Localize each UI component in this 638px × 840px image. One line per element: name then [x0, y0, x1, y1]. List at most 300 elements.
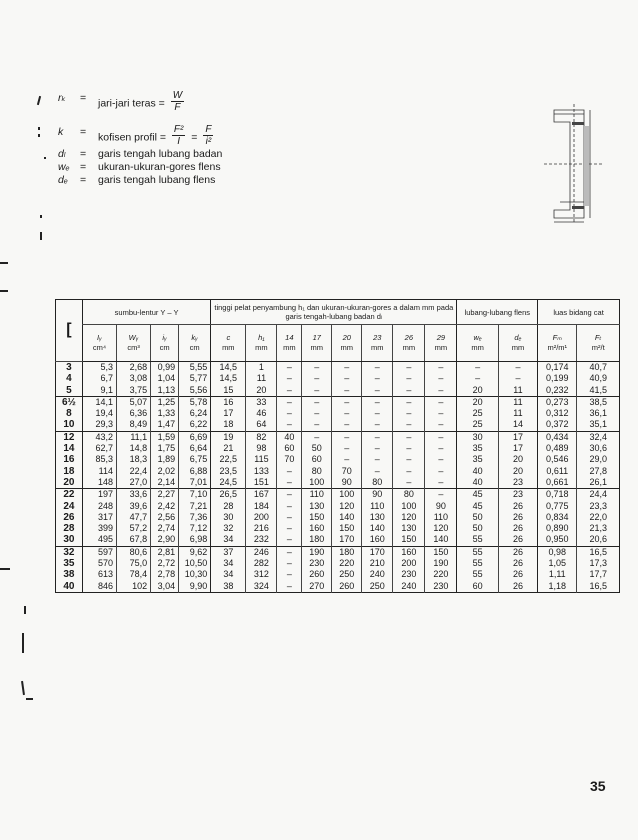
table-cell: – [302, 385, 332, 397]
table-cell: – [332, 419, 362, 431]
table-cell: – [277, 373, 302, 384]
bracket-symbol [56, 300, 83, 362]
table-cell: 114 [82, 466, 116, 477]
definition-equals: = [80, 148, 87, 160]
table-cell: 26 [498, 546, 537, 558]
column-unit: cm³ [127, 343, 140, 352]
table-cell: 140 [332, 512, 362, 523]
table-cell: – [277, 466, 302, 477]
table-cell: 150 [302, 512, 332, 523]
column-unit: mm [402, 343, 416, 352]
table-cell: – [425, 362, 457, 374]
table-cell: 167 [246, 489, 277, 501]
table-row [56, 558, 620, 569]
table-cell: 50 [457, 523, 498, 534]
table-cell: 50 [302, 443, 332, 454]
table-cell: 60 [457, 581, 498, 593]
table-cell: 62,7 [82, 443, 116, 454]
table-body [56, 362, 620, 593]
table-cell: 75,0 [117, 558, 151, 569]
table-cell: 16,5 [577, 546, 620, 558]
table-cell: – [425, 373, 457, 384]
table-cell: 250 [362, 581, 393, 593]
table-cell: 80 [302, 466, 332, 477]
table-cell: 21,3 [577, 523, 620, 534]
table-cell: 46 [246, 408, 277, 419]
table-cell: – [332, 396, 362, 408]
table-cell: 5,78 [179, 396, 211, 408]
table-cell: 7,10 [179, 489, 211, 501]
table-cell: 230 [425, 581, 457, 593]
group-header-plate: tinggi pelat penyambung h₁ dan ukuran-ukuran-gores a dalam mm pada garis tengah-lubang badan dₗ [211, 300, 457, 325]
table-cell: – [393, 431, 425, 443]
column-header [211, 325, 246, 362]
group-header-area: luas bidang cat [538, 300, 620, 325]
table-cell: – [362, 466, 393, 477]
column-unit: mm [310, 343, 324, 352]
column-header [179, 325, 211, 362]
profile-size: 30 [63, 534, 75, 546]
table-cell: 26 [498, 581, 537, 593]
column-header [82, 325, 116, 362]
profile-size: 16 [63, 454, 75, 466]
profile-size: 22 [56, 489, 83, 501]
table-cell: 57,2 [117, 523, 151, 534]
table-cell: 17 [498, 443, 537, 454]
profile-size: 5 [66, 384, 72, 396]
table-cell: 20 [498, 466, 537, 477]
table-cell: 26 [498, 523, 537, 534]
table-cell: 11 [498, 385, 537, 397]
table-cell: 2,68 [117, 362, 151, 374]
table-cell: 2,74 [151, 523, 179, 534]
table-cell: 232 [246, 534, 277, 546]
table-cell: 495 [82, 534, 116, 546]
table-cell: 80 [362, 477, 393, 489]
table-cell: 197 [82, 489, 116, 501]
table-cell: – [302, 396, 332, 408]
page-number: 35 [590, 778, 606, 794]
table-cell: 240 [393, 581, 425, 593]
table-cell: 6,69 [179, 431, 211, 443]
table-cell: – [457, 373, 498, 384]
profile-size: 38 [63, 569, 75, 581]
table-cell: 184 [246, 501, 277, 512]
table-cell: 5,3 [82, 362, 116, 374]
table-cell: – [457, 362, 498, 374]
table-cell: 18 [211, 419, 246, 431]
table-cell: 216 [246, 523, 277, 534]
table-cell: 6,98 [179, 534, 211, 546]
profile-table [55, 299, 620, 593]
profile-size: 28 [63, 523, 75, 535]
definition-equals: = [80, 174, 87, 186]
table-cell: 10,50 [179, 558, 211, 569]
table-cell: – [302, 419, 332, 431]
table-cell: 6,22 [179, 419, 211, 431]
table-cell: 100 [302, 477, 332, 489]
table-cell: 10,30 [179, 569, 211, 580]
table-cell: 26 [498, 558, 537, 569]
table-cell: 0,98 [538, 546, 577, 558]
table-cell: – [277, 489, 302, 501]
table-cell: 80 [393, 489, 425, 501]
table-cell: 240 [362, 569, 393, 580]
definition-symbol: dₗ [58, 148, 66, 160]
table-cell: 846 [82, 581, 116, 593]
table-cell: 250 [332, 569, 362, 580]
table-cell: – [425, 443, 457, 454]
table-cell: 1,89 [151, 454, 179, 465]
table-cell: 64 [246, 419, 277, 431]
table-cell: 55 [457, 534, 498, 546]
table-row [56, 396, 620, 408]
profile-size: 40 [63, 580, 75, 592]
table-cell: 7,12 [179, 523, 211, 534]
column-symbol: kᵧ [191, 333, 198, 342]
table-cell: 0,546 [538, 454, 577, 465]
table-cell: 2,56 [151, 512, 179, 523]
table-cell: 29,0 [577, 454, 620, 465]
column-symbol: dₑ [514, 333, 522, 342]
column-symbol: 17 [312, 333, 321, 342]
table-cell: – [362, 362, 393, 374]
fraction-denominator: i² [205, 136, 212, 147]
table-cell: 90 [362, 489, 393, 501]
profile-size: 6½ [56, 396, 83, 408]
column-header [117, 325, 151, 362]
table-cell: 29,3 [82, 419, 116, 431]
profile-size: 3 [66, 362, 72, 373]
table-cell: 3,75 [117, 385, 151, 397]
table-cell: 17 [211, 408, 246, 419]
table-cell: 45 [457, 501, 498, 512]
table-cell: 324 [246, 581, 277, 593]
table-cell: 570 [82, 558, 116, 569]
table-cell: – [277, 408, 302, 419]
table-cell: 90 [332, 477, 362, 489]
table-cell: 22,0 [577, 512, 620, 523]
table-cell: 18,3 [117, 454, 151, 465]
table-cell: 2,42 [151, 501, 179, 512]
table-cell: 34 [211, 558, 246, 569]
table-cell: 0,718 [538, 489, 577, 501]
table-cell: 16,5 [577, 581, 620, 593]
fraction-numerator: F [205, 124, 212, 135]
table-cell: 20 [457, 396, 498, 408]
table-cell: 41,5 [577, 385, 620, 397]
table-cell: 7,01 [179, 477, 211, 489]
table-cell: – [277, 534, 302, 546]
table-cell: 115 [246, 454, 277, 465]
column-unit: cm [159, 343, 170, 352]
table-cell: 200 [246, 512, 277, 523]
table-cell: – [393, 419, 425, 431]
table-cell: 50 [457, 512, 498, 523]
table-cell: 23,3 [577, 501, 620, 512]
table-cell: 100 [393, 501, 425, 512]
margin-mark [37, 96, 41, 105]
table-cell: 27,8 [577, 466, 620, 477]
table-cell: 15 [211, 385, 246, 397]
table-cell: – [277, 569, 302, 580]
table-cell: 70 [277, 454, 302, 465]
formula-equals: = [191, 131, 198, 144]
table-cell: – [302, 373, 332, 384]
table-cell: 20,6 [577, 534, 620, 546]
column-header [393, 325, 425, 362]
table-cell: 0,99 [151, 362, 179, 374]
table-cell: 317 [82, 512, 116, 523]
table-cell: 2,90 [151, 534, 179, 546]
margin-mark [40, 215, 42, 218]
table-cell: 0,834 [538, 512, 577, 523]
column-symbol: 20 [342, 333, 351, 342]
table-cell: 3,04 [151, 581, 179, 593]
table-cell: – [277, 558, 302, 569]
profile-size: 14 [63, 443, 75, 455]
column-symbol: Iᵧ [97, 333, 102, 342]
table-cell: – [362, 431, 393, 443]
table-cell: 399 [82, 523, 116, 534]
table-cell: 0,661 [538, 477, 577, 489]
formula-fraction [171, 90, 184, 113]
table-row [56, 581, 620, 593]
table-cell: 7,21 [179, 501, 211, 512]
table-cell: – [277, 581, 302, 593]
column-unit: mm [340, 343, 354, 352]
table-cell: 2,14 [151, 477, 179, 489]
table-cell: 11 [246, 373, 277, 384]
table-cell: 20 [498, 454, 537, 465]
margin-mark [21, 681, 25, 695]
definition-symbol: wₑ [58, 161, 70, 173]
margin-mark [26, 698, 33, 700]
table-cell: 312 [246, 569, 277, 580]
table-cell: 120 [393, 512, 425, 523]
table-cell: 8,49 [117, 419, 151, 431]
table-cell: 130 [393, 523, 425, 534]
table-cell: 100 [332, 489, 362, 501]
margin-mark [38, 134, 40, 137]
table-cell: 30,6 [577, 443, 620, 454]
column-symbol: 14 [285, 333, 294, 342]
table-cell: 22,5 [211, 454, 246, 465]
table-cell: 22,4 [117, 466, 151, 477]
table-cell: – [277, 512, 302, 523]
table-cell: 190 [302, 546, 332, 558]
profile-size: 10 [63, 419, 75, 431]
group-header-axis: sumbu-lentur Y – Y [82, 300, 210, 325]
table-cell: 2,27 [151, 489, 179, 501]
table-cell: – [393, 373, 425, 384]
table-cell: – [332, 362, 362, 374]
table-cell: 2,02 [151, 466, 179, 477]
table-cell: 23 [498, 477, 537, 489]
fraction-numerator: W [172, 90, 183, 101]
table-cell: 26 [498, 569, 537, 580]
formula-fraction [203, 124, 213, 147]
table-cell: 82 [246, 431, 277, 443]
profile-data-table [55, 299, 620, 593]
table-cell: 40 [457, 477, 498, 489]
definition-equals: = [80, 126, 87, 138]
table-cell: – [332, 385, 362, 397]
margin-mark [0, 262, 8, 264]
table-cell: 27,0 [117, 477, 151, 489]
table-cell: – [425, 396, 457, 408]
profile-size: 35 [63, 558, 75, 570]
table-cell: 38,5 [577, 396, 620, 408]
table-cell: 28 [211, 501, 246, 512]
table-cell: – [425, 477, 457, 489]
table-cell: 220 [425, 569, 457, 580]
table-cell: 0,372 [538, 419, 577, 431]
table-cell: – [302, 408, 332, 419]
channel-profile-figure [540, 100, 608, 225]
table-cell: 260 [332, 581, 362, 593]
table-cell: 14,5 [211, 362, 246, 374]
table-cell: 37 [211, 546, 246, 558]
table-cell: 26 [498, 501, 537, 512]
table-row [56, 454, 620, 465]
table-cell: 40,9 [577, 373, 620, 384]
column-unit: mm [511, 343, 525, 352]
table-cell: – [425, 466, 457, 477]
bracket-glyph: [ [66, 321, 72, 338]
table-row [56, 546, 620, 558]
definition-text: garis tengah lubang badan [98, 148, 223, 160]
table-cell: 120 [332, 501, 362, 512]
table-cell: 613 [82, 569, 116, 580]
table-cell: 55 [457, 558, 498, 569]
column-header [277, 325, 302, 362]
table-cell: – [393, 443, 425, 454]
table-cell: – [425, 419, 457, 431]
table-cell: 282 [246, 558, 277, 569]
table-cell: 270 [302, 581, 332, 593]
table-cell: – [277, 419, 302, 431]
table-cell: – [277, 546, 302, 558]
column-symbol: c [226, 333, 231, 342]
table-cell: 110 [302, 489, 332, 501]
table-cell: 190 [425, 558, 457, 569]
table-cell: 38 [211, 581, 246, 593]
definition-label: kofisen profil = [98, 131, 166, 144]
definition-text [98, 92, 187, 115]
table-cell: 230 [302, 558, 332, 569]
column-header [498, 325, 537, 362]
table-cell: 78,4 [117, 569, 151, 580]
table-cell: 16 [211, 396, 246, 408]
table-cell: 3,08 [117, 373, 151, 384]
column-symbol: h₁ [258, 333, 265, 342]
table-cell: 150 [425, 546, 457, 558]
table-cell: 0,199 [538, 373, 577, 384]
margin-mark [0, 290, 8, 292]
column-unit: cm⁴ [92, 343, 107, 352]
table-cell: – [498, 362, 537, 374]
column-unit: mm [283, 343, 296, 352]
table-cell: – [362, 454, 393, 465]
table-row [56, 443, 620, 454]
column-unit: mm [255, 343, 268, 352]
table-cell: 45 [457, 489, 498, 501]
table-cell: 14,1 [82, 396, 116, 408]
table-cell: 60 [277, 443, 302, 454]
table-cell: 1,04 [151, 373, 179, 384]
table-cell: – [393, 385, 425, 397]
table-cell: 110 [425, 512, 457, 523]
table-cell: 0,232 [538, 385, 577, 397]
table-cell: 6,88 [179, 466, 211, 477]
table-cell: 5,55 [179, 362, 211, 374]
table-cell: 17,3 [577, 558, 620, 569]
table-cell: 5,77 [179, 373, 211, 384]
table-cell: 1,11 [538, 569, 577, 580]
table-cell: 150 [393, 534, 425, 546]
table-cell: 1,05 [538, 558, 577, 569]
table-cell: 180 [332, 546, 362, 558]
table-cell: – [425, 385, 457, 397]
table-cell: 36,1 [577, 408, 620, 419]
definition-equals: = [80, 161, 87, 173]
table-cell: 43,2 [82, 431, 116, 443]
table-cell: 21 [211, 443, 246, 454]
table-cell: 0,273 [538, 396, 577, 408]
table-cell: – [362, 419, 393, 431]
formula-fraction [172, 124, 185, 147]
table-cell: 0,489 [538, 443, 577, 454]
table-cell: – [302, 431, 332, 443]
table-row [56, 569, 620, 580]
table-cell: 24,4 [577, 489, 620, 501]
profile-size: 32 [56, 546, 83, 558]
column-unit: mm [434, 343, 448, 352]
table-cell: 60 [302, 454, 332, 465]
column-unit: mm [371, 343, 384, 352]
definition-symbol: k [58, 126, 64, 138]
fraction-numerator: F² [173, 124, 184, 135]
definition-text: ukuran-ukuran-gores flens [98, 161, 221, 173]
column-header [246, 325, 277, 362]
column-header [302, 325, 332, 362]
table-cell: 160 [362, 534, 393, 546]
table-cell: 2,78 [151, 569, 179, 580]
table-cell: 24,5 [211, 477, 246, 489]
table-cell: – [277, 362, 302, 374]
table-cell: 151 [246, 477, 277, 489]
table-cell: 30 [457, 431, 498, 443]
table-cell: 40 [277, 431, 302, 443]
table-cell: – [277, 396, 302, 408]
table-cell: – [332, 408, 362, 419]
margin-mark [24, 606, 26, 614]
profile-size: 4 [66, 373, 72, 385]
column-unit: cm [189, 343, 200, 352]
table-cell: 35 [457, 443, 498, 454]
table-row [56, 523, 620, 534]
margin-mark [38, 127, 40, 130]
table-cell: 220 [332, 558, 362, 569]
table-cell: 47,7 [117, 512, 151, 523]
table-cell: 0,950 [538, 534, 577, 546]
fraction-denominator: I [177, 136, 181, 147]
table-row [56, 489, 620, 501]
table-cell: 246 [246, 546, 277, 558]
table-cell: 14,5 [211, 373, 246, 384]
table-row [56, 431, 620, 443]
